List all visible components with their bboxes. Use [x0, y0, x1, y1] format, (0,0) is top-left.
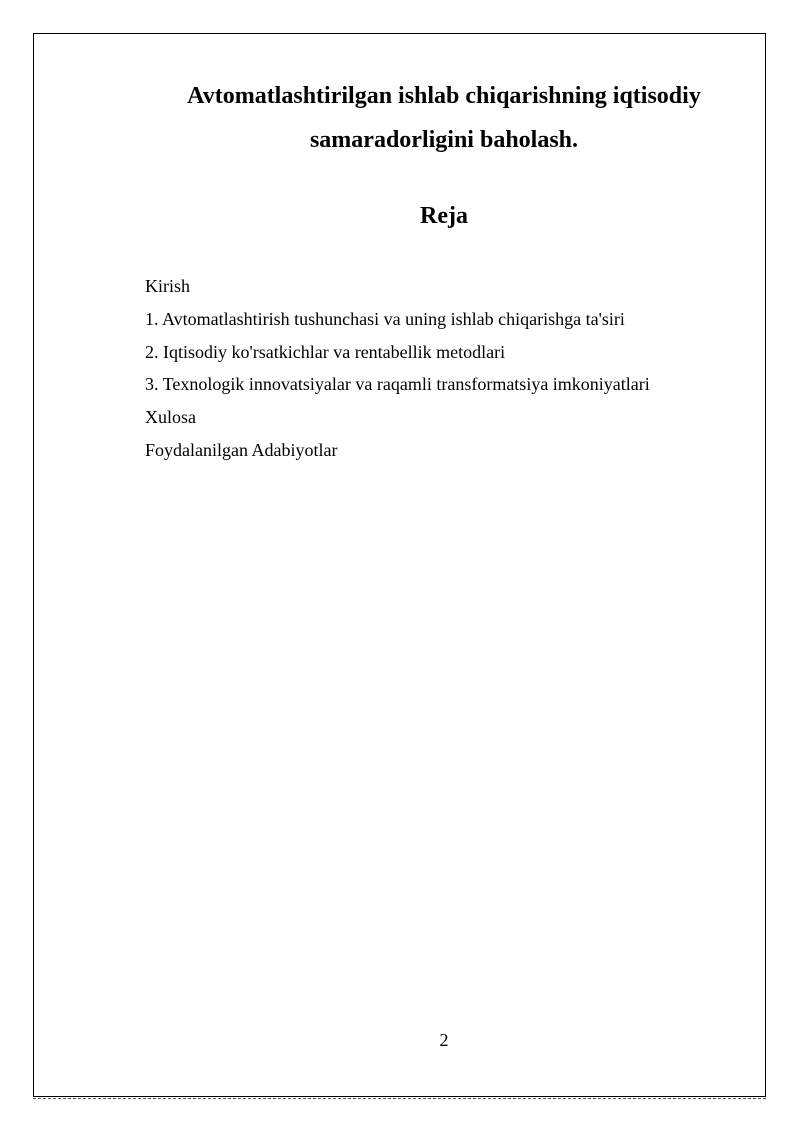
document-title: Avtomatlashtirilgan ishlab chiqarishning iqtisodiy samaradorligini baholash. [187, 83, 701, 153]
plan-item-3: 3. Texnologik innovatsiyalar va raqamli transformatsiya imkoniyatlari [145, 374, 650, 395]
plan-item-conclusion: Xulosa [145, 407, 196, 428]
plan-item-references: Foydalanilgan Adabiyotlar [145, 439, 338, 460]
plan-item-2: 2. Iqtisodiy ko'rsatkichlar va rentabellik metodlari [145, 341, 506, 362]
plan-heading: Reja [420, 203, 468, 229]
page [33, 33, 766, 1097]
plan-item-1: 1. Avtomatlashtirish tushunchasi va uning ishlab chiqarishga ta'siri [145, 308, 625, 329]
page-number: 2 [439, 1030, 449, 1050]
plan-item-intro: Kirish [145, 276, 190, 296]
plan-list [145, 270, 650, 467]
